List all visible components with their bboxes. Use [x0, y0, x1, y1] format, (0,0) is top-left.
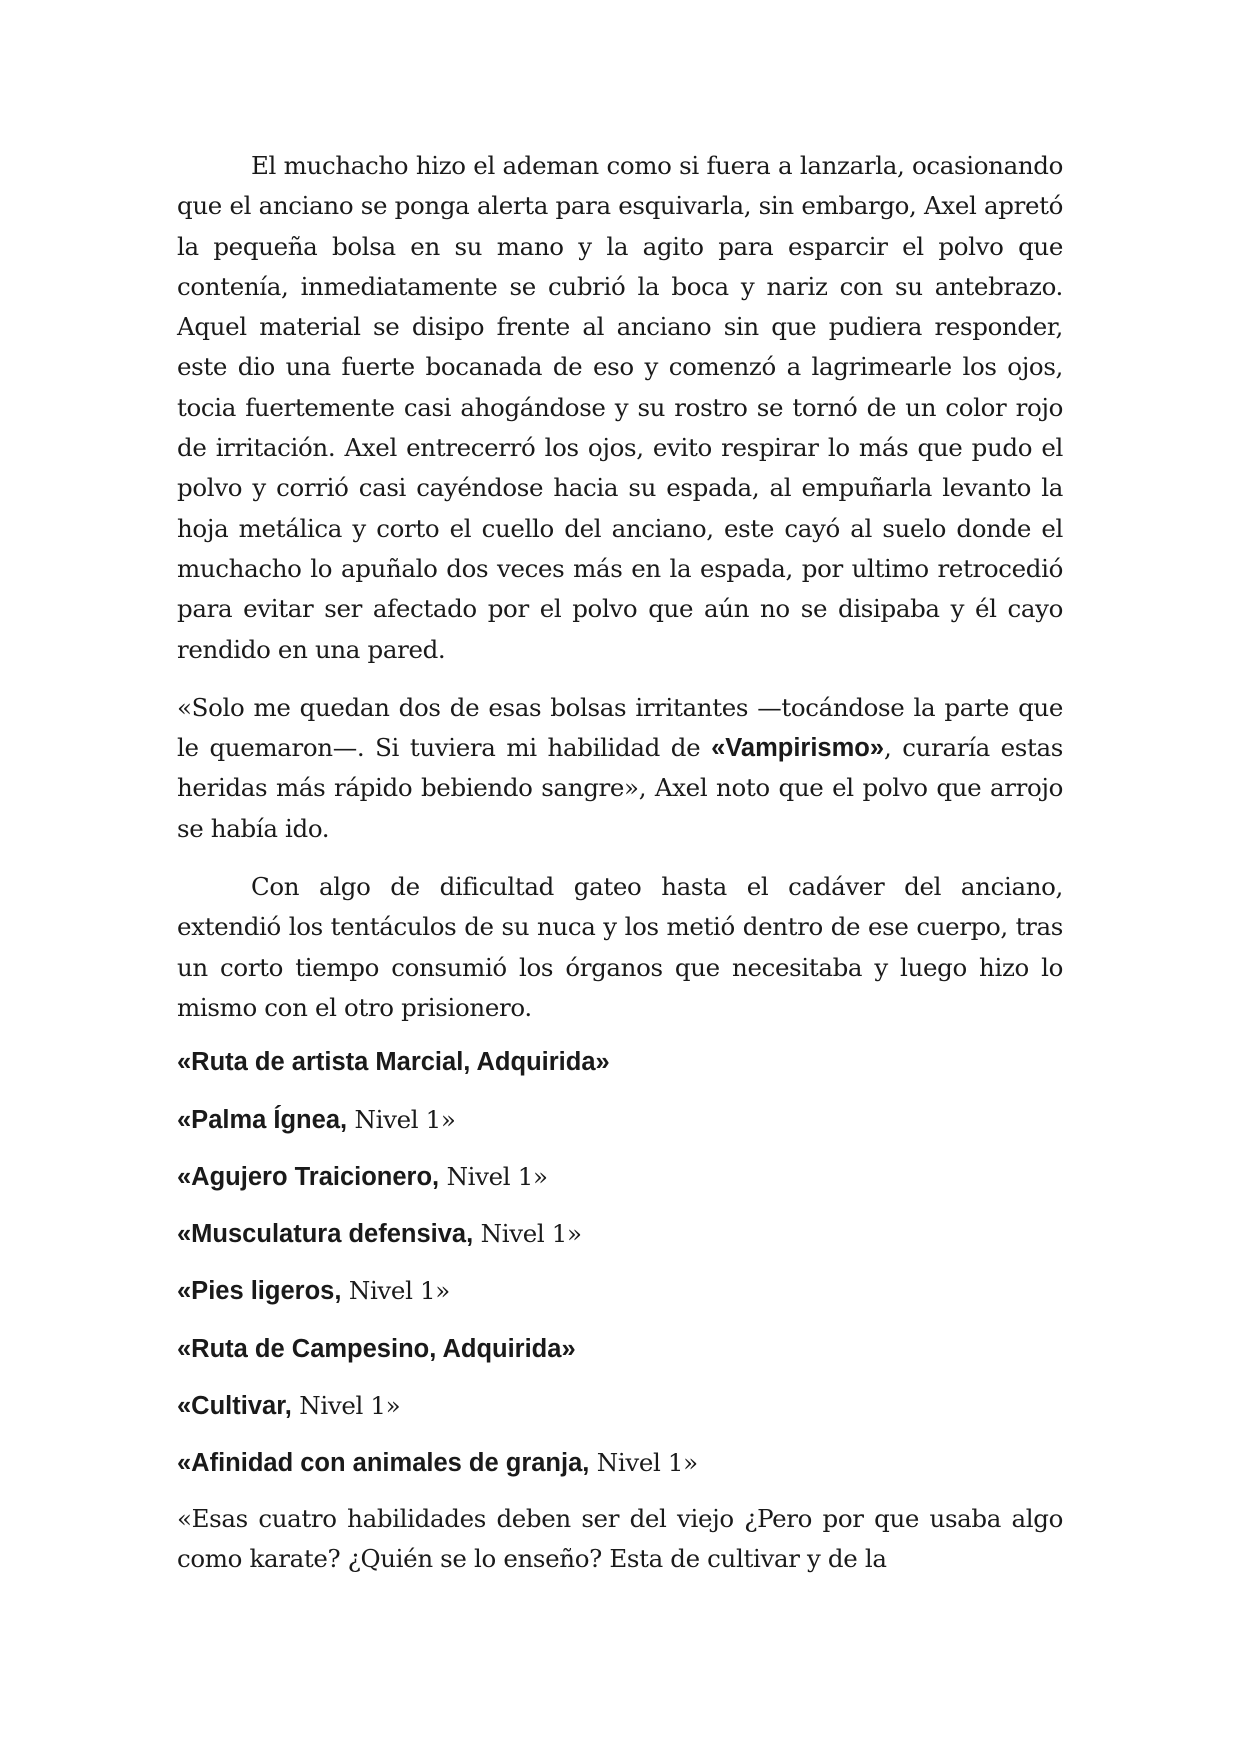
skill-line-bold: «Ruta de Campesino, Adquirida»	[177, 1334, 576, 1363]
skill-line-level: Nivel 1»	[473, 1219, 582, 1249]
skill-line-level: Nivel 1»	[439, 1161, 548, 1191]
skill-line-bold: «Palma Ígnea,	[177, 1105, 348, 1134]
skill-line-bold: «Agujero Traicionero,	[177, 1162, 440, 1191]
paragraph-2	[177, 688, 1063, 849]
skill-line-level: Nivel 1»	[347, 1104, 456, 1134]
skill-line-3	[177, 1157, 1063, 1197]
skill-line-level: Nivel 1»	[341, 1276, 450, 1306]
skill-line-4	[177, 1214, 1063, 1254]
skill-line-bold: «Afinidad con animales de granja,	[177, 1449, 590, 1478]
skill-line-bold: «Musculatura defensiva,	[177, 1220, 474, 1249]
skill-line-1	[177, 1042, 1063, 1082]
skill-line-6	[177, 1329, 1063, 1369]
skill-line-level: Nivel 1»	[589, 1448, 698, 1478]
skill-line-bold: «Ruta de artista Marcial, Adquirida»	[177, 1048, 610, 1077]
skill-line-bold: «Cultivar,	[177, 1392, 292, 1421]
paragraph-3: Con algo de dificultad gateo hasta el cadáver del anciano, extendió los tentáculos de su nuca y los metió dentro de ese cuerpo, tras un corto tiempo consumió los órganos que necesitaba y luego hizo lo mismo con el otro prisionero.	[177, 872, 1063, 1022]
body-text	[177, 146, 1063, 1579]
skill-line-bold: «Pies ligeros,	[177, 1277, 342, 1306]
skill-line-level: Nivel 1»	[291, 1391, 401, 1421]
paragraph-2-end: , curaría estas heridas más rápido bebiendo sangre», Axel noto que el polvo que arrojo se había ido.	[177, 733, 1063, 843]
skill-line-2	[177, 1100, 1063, 1140]
skill-line-7	[177, 1386, 1063, 1426]
paragraph-1: El muchacho hizo el ademan como si fuera a lanzarla, ocasionando que el anciano se ponga alerta para esquivarla, sin embargo, Axel apretó la pequeña bolsa en su mano y la agito para esparcir el polvo que contenía, inmediatamente se cubrió la boca y nariz con su antebrazo. Aquel material se disipo frente al anciano sin que pudiera responder, este dio una fuerte bocanada de eso y comenzó a lagrimearle los ojos, tocia fuertemente casi ahogándose y su rostro se tornó de un color rojo de irritación. Axel entrecerró los ojos, evito respirar lo más que pudo el polvo y corrió casi cayéndose hacia su espada, al empuñarla levanto la hoja metálica y corto el cuello del anciano, este cayó al suelo donde el muchacho lo apuñalo dos veces más en la espada, por ultimo retrocedió para evitar ser afectado por el polvo que aún no se disipaba y él cayo rendido en una pared.	[177, 151, 1063, 664]
paragraph-2-start: «Solo me quedan dos de esas bolsas irritantes —tocándose la parte que le quemaron—. Si tuviera mi habilidad de	[177, 692, 1063, 763]
skill-name-vampirismo: «Vampirismo»	[711, 734, 885, 763]
skill-line-8	[177, 1443, 1063, 1483]
paragraph-4: «Esas cuatro habilidades deben ser del viejo ¿Pero por que usaba algo como karate? ¿Quién se lo enseño? Esta de cultivar y de la	[177, 1503, 1063, 1573]
skill-line-5	[177, 1271, 1063, 1311]
